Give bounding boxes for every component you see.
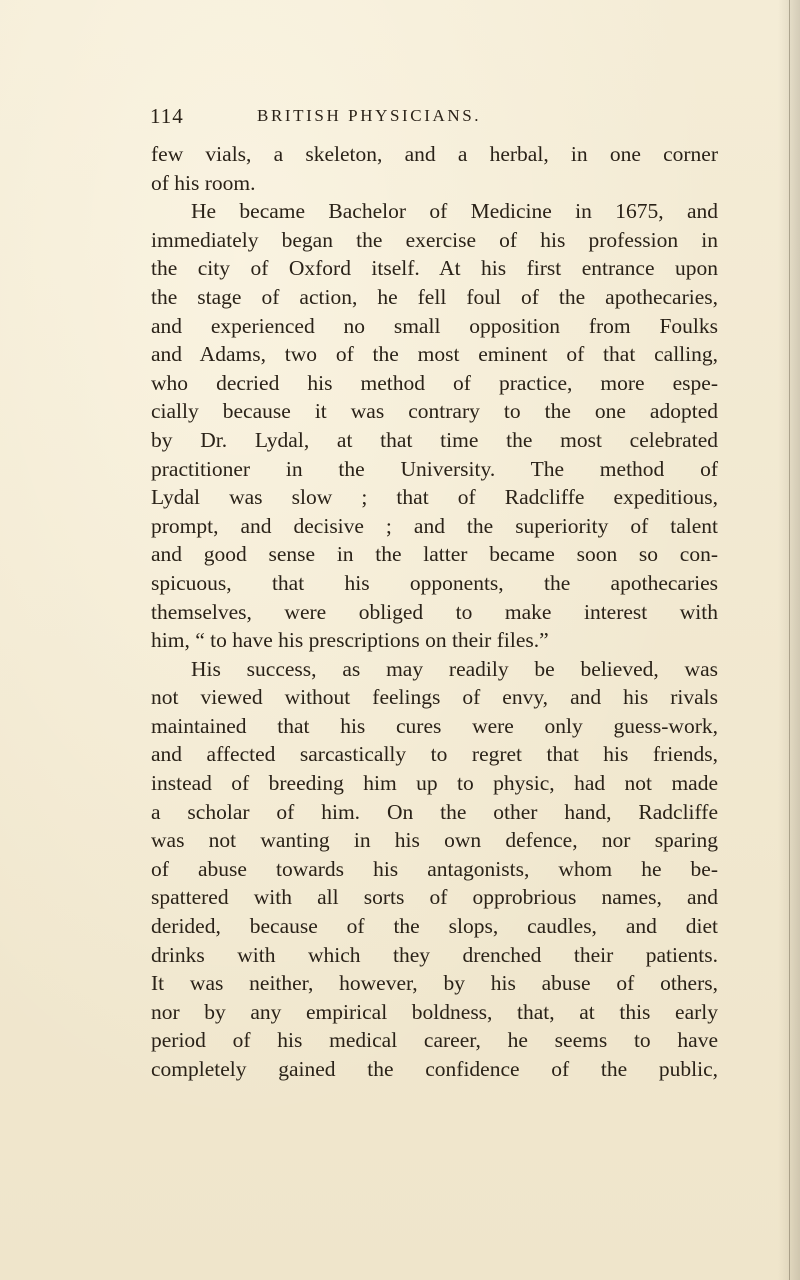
page-header [150, 104, 716, 134]
text-line: drinks with which they drenched their patients. [151, 942, 718, 967]
text-line: themselves, were obliged to make interest with [151, 599, 718, 624]
text-line: was not wanting in his own defence, nor sparing [151, 828, 718, 853]
text-line: who decried his method of practice, more espe- [151, 370, 718, 395]
body-text [151, 140, 718, 1084]
text-line: by Dr. Lydal, at that time the most celebrated [151, 427, 718, 452]
text-line: few vials, a skeleton, and a herbal, in one corner [151, 142, 718, 166]
text-line: His success, as may readily be believed, was [191, 656, 718, 681]
text-line: and Adams, two of the most eminent of that calling, [151, 342, 718, 367]
text-line: instead of breeding him up to physic, had not made [151, 771, 718, 796]
text-line: him, “ to have his prescriptions on their files.” [151, 628, 549, 653]
text-line: the stage of action, he fell foul of the apothecaries, [151, 284, 718, 309]
text-line: the city of Oxford itself. At his first entrance upon [151, 256, 718, 281]
text-line: nor by any empirical boldness, that, at this early [151, 999, 718, 1024]
text-line: not viewed without feelings of envy, and his rivals [151, 685, 718, 710]
text-line: prompt, and decisive ; and the superiority of talent [151, 513, 718, 538]
page-edge-line [789, 0, 790, 1280]
text-line: spicuous, that his opponents, the apothecaries [151, 570, 718, 595]
text-line: a scholar of him. On the other hand, Radcliffe [151, 799, 718, 824]
text-line: and experienced no small opposition from Foulks [151, 313, 718, 338]
page-number: 114 [150, 104, 184, 128]
text-line: and affected sarcastically to regret that his friends, [151, 742, 718, 767]
text-line: derided, because of the slops, caudles, and diet [151, 914, 718, 939]
text-line: He became Bachelor of Medicine in 1675, and [191, 199, 718, 224]
text-line: cially because it was contrary to the one adopted [151, 399, 718, 424]
text-line: of abuse towards his antagonists, whom he be- [151, 856, 718, 881]
running-head: BRITISH PHYSICIANS. [257, 106, 482, 125]
text-line: maintained that his cures were only guess-work, [151, 713, 718, 738]
text-line: It was neither, however, by his abuse of others, [151, 971, 718, 996]
text-line: spattered with all sorts of opprobrious names, and [151, 885, 718, 910]
text-line: of his room. [151, 170, 256, 195]
text-line: and good sense in the latter became soon so con- [151, 542, 718, 567]
text-line: period of his medical career, he seems to have [151, 1028, 718, 1053]
text-line: completely gained the confidence of the public, [151, 1057, 718, 1081]
text-line: immediately began the exercise of his profession in [151, 227, 718, 252]
text-line: Lydal was slow ; that of Radcliffe expeditious, [151, 485, 718, 510]
text-line: practitioner in the University. The method of [151, 456, 718, 481]
